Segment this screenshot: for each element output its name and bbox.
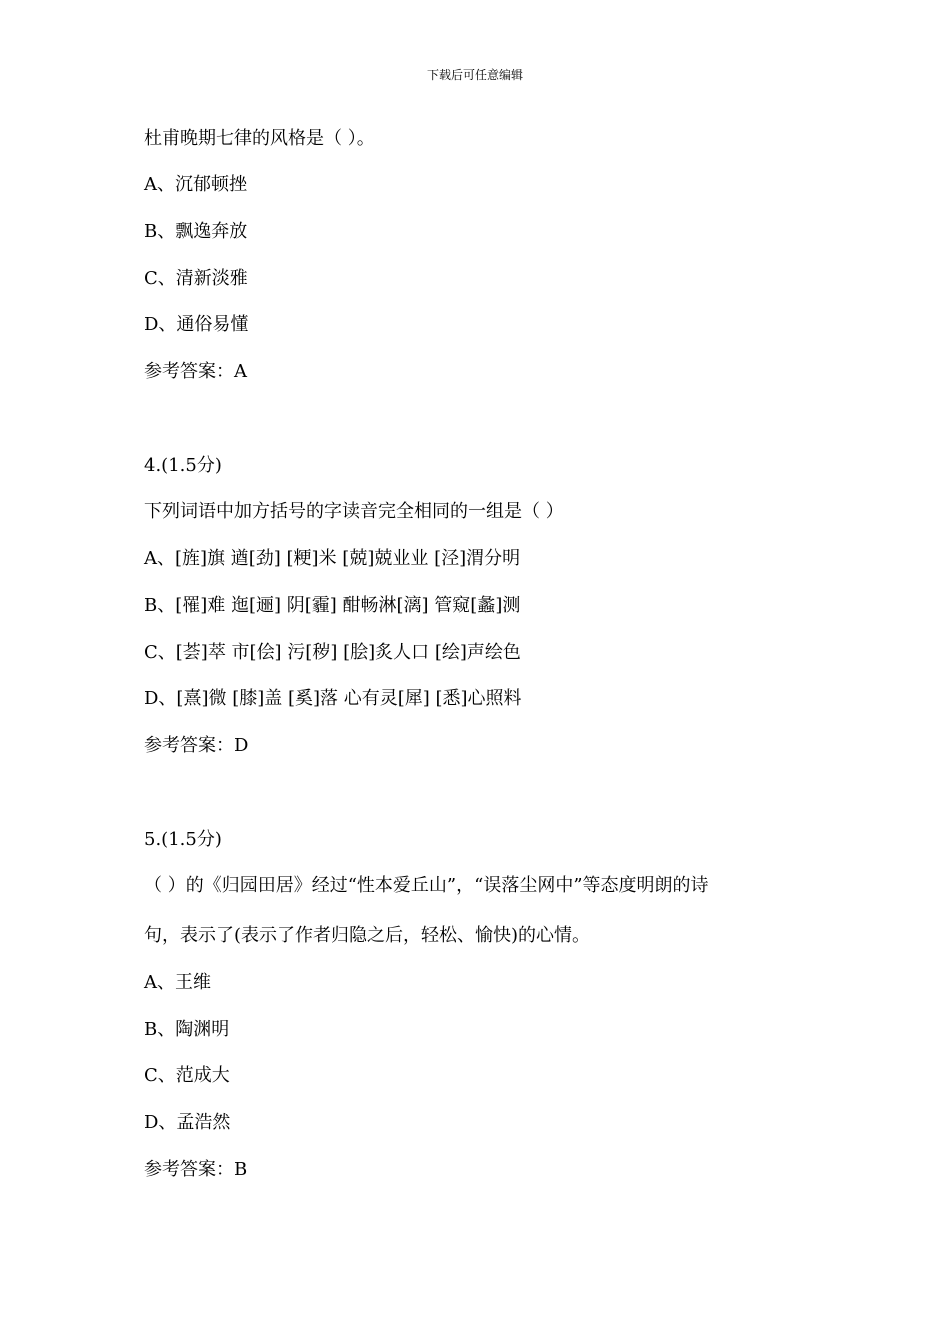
question-5-option-b: B、陶渊明 xyxy=(144,1019,230,1040)
page-header: 下载后可任意编辑 xyxy=(426,68,523,82)
question-5-option-d: D、孟浩然 xyxy=(144,1112,231,1133)
question-3-option-b: B、飘逸奔放 xyxy=(144,221,248,242)
question-5-stem-line-2: 句，表示了(表示了作者归隐之后，轻松、愉快)的心情。 xyxy=(144,925,591,946)
question-4-number: 4.(1.5分) xyxy=(144,455,222,476)
question-3-answer: 参考答案：A xyxy=(144,361,247,382)
question-4-option-a: A、[旌]旗 遒[劲] [粳]米 [兢]兢业业 [泾]渭分明 xyxy=(144,548,521,569)
question-3-option-d: D、通俗易懂 xyxy=(144,314,249,335)
question-5-stem-line-1: （ ）的《归园田居》经过“性本爱丘山”，“误落尘网中”等态度明朗的诗 xyxy=(144,875,709,896)
question-3-option-c: C、清新淡雅 xyxy=(144,268,248,289)
question-3-option-a: A、沉郁顿挫 xyxy=(144,174,247,195)
question-4-option-d: D、[熹]微 [膝]盖 [奚]落 心有灵[犀] [悉]心照料 xyxy=(144,688,522,709)
question-5-option-c: C、范成大 xyxy=(144,1065,230,1086)
question-4-answer: 参考答案：D xyxy=(144,735,249,756)
question-4-stem: 下列词语中加方括号的字读音完全相同的一组是（ ） xyxy=(144,501,564,522)
question-5-answer: 参考答案：B xyxy=(144,1159,248,1180)
question-3-stem: 杜甫晚期七律的风格是（ ）。 xyxy=(144,128,375,149)
question-5-option-a: A、王维 xyxy=(144,972,211,993)
question-4-option-b: B、[罹]难 迤[逦] 阴[霾] 酣畅淋[漓] 管窥[蠡]测 xyxy=(144,595,521,616)
question-4-option-c: C、[荟]萃 市[侩] 污[秽] [脍]炙人口 [绘]声绘色 xyxy=(144,642,521,663)
question-5-number: 5.(1.5分) xyxy=(144,829,222,850)
